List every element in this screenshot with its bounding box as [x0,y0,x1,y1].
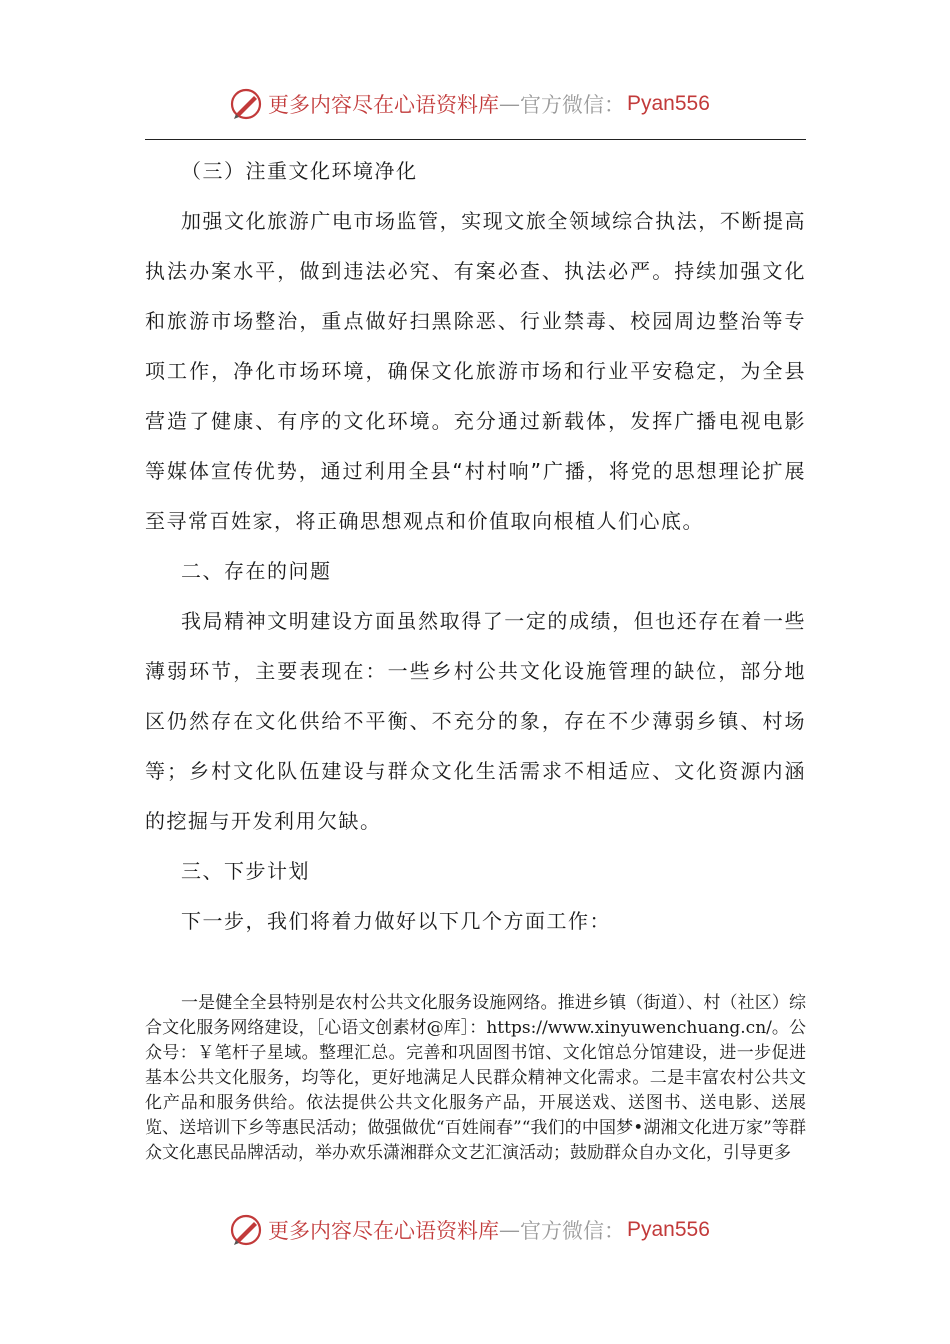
banner-wechat-id: Pyan556 [627,1218,710,1241]
section-heading-problems: 二、存在的问题 [181,559,332,583]
section-heading-plan: 三、下步计划 [181,859,310,883]
paragraph-plan-intro: 下一步，我们将着力做好以下几个方面工作： [181,909,611,933]
banner-dash: — [499,1218,520,1242]
footer-watermark-banner [228,1210,710,1250]
pen-logo-icon [228,1212,264,1248]
section-heading-environment: （三）注重文化环境净化 [181,159,418,183]
banner-sub-text: 官方微信： [520,1219,625,1243]
header-watermark-banner [228,84,710,124]
document-body [145,146,806,946]
paragraph-market-supervision: 加强文化旅游广电市场监管，实现文旅全领域综合执法，不断提高执法办案水平，做到违法必究、有案必查、执法必严。持续加强文化和旅游市场整治，重点做好扫黑除恶、行业禁毒、校园周边整治等专项工作，净化市场环境，确保文化旅游市场和行业平安稳定，为全县营造了健康、有序的文化环境。充分通过新载体，发挥广播电视电影等媒体宣传优势，通过利用全县“村村响”广播，将党的思想理论扩展至寻常百姓家，将正确思想观点和价值取向根植人们心底。 [145,209,806,533]
banner-sub-text: 官方微信： [520,93,625,117]
banner-wechat-id: Pyan556 [627,92,710,115]
banner-main-text: 更多内容尽在心语资料库 [268,1219,499,1243]
paragraph-problems: 我局精神文明建设方面虽然取得了一定的成绩，但也还存在着一些薄弱环节，主要表现在：一些乡村公共文化设施管理的缺位，部分地区仍然存在文化供给不平衡、不充分的象，存在不少薄弱乡镇、村场等；乡村文化队伍建设与群众文化生活需求不相适应、文化资源内涵的挖掘与开发利用欠缺。 [145,609,806,833]
banner-dash: — [499,92,520,116]
header-divider [145,139,806,140]
pen-logo-icon [228,86,264,122]
paragraph-plan-detail: 一是健全全县特别是农村公共文化服务设施网络。推进乡镇（街道）、村（社区）综合文化服务网络建设，［心语文创素材@库］：https://www.xinyuwenchuang.cn/。公众号：￥笔杆子星域。整理汇总。完善和巩固图书馆、文化馆总分馆建设，进一步促进基本公共文化服务，均等化，更好地满足人民群众精神文化需求。二是丰富农村公共文化产品和服务供给。依法提供公共文化服务产品，开展送戏、送图书、送电影、送展览、送培训下乡等惠民活动；做强做优“百姓闹春”“我们的中国梦•湖湘文化进万家”等群众文化惠民品牌活动，举办欢乐潇湘群众文艺汇演活动；鼓励群众自办文化，引导更多 [145,993,806,1163]
banner-main-text: 更多内容尽在心语资料库 [268,93,499,117]
